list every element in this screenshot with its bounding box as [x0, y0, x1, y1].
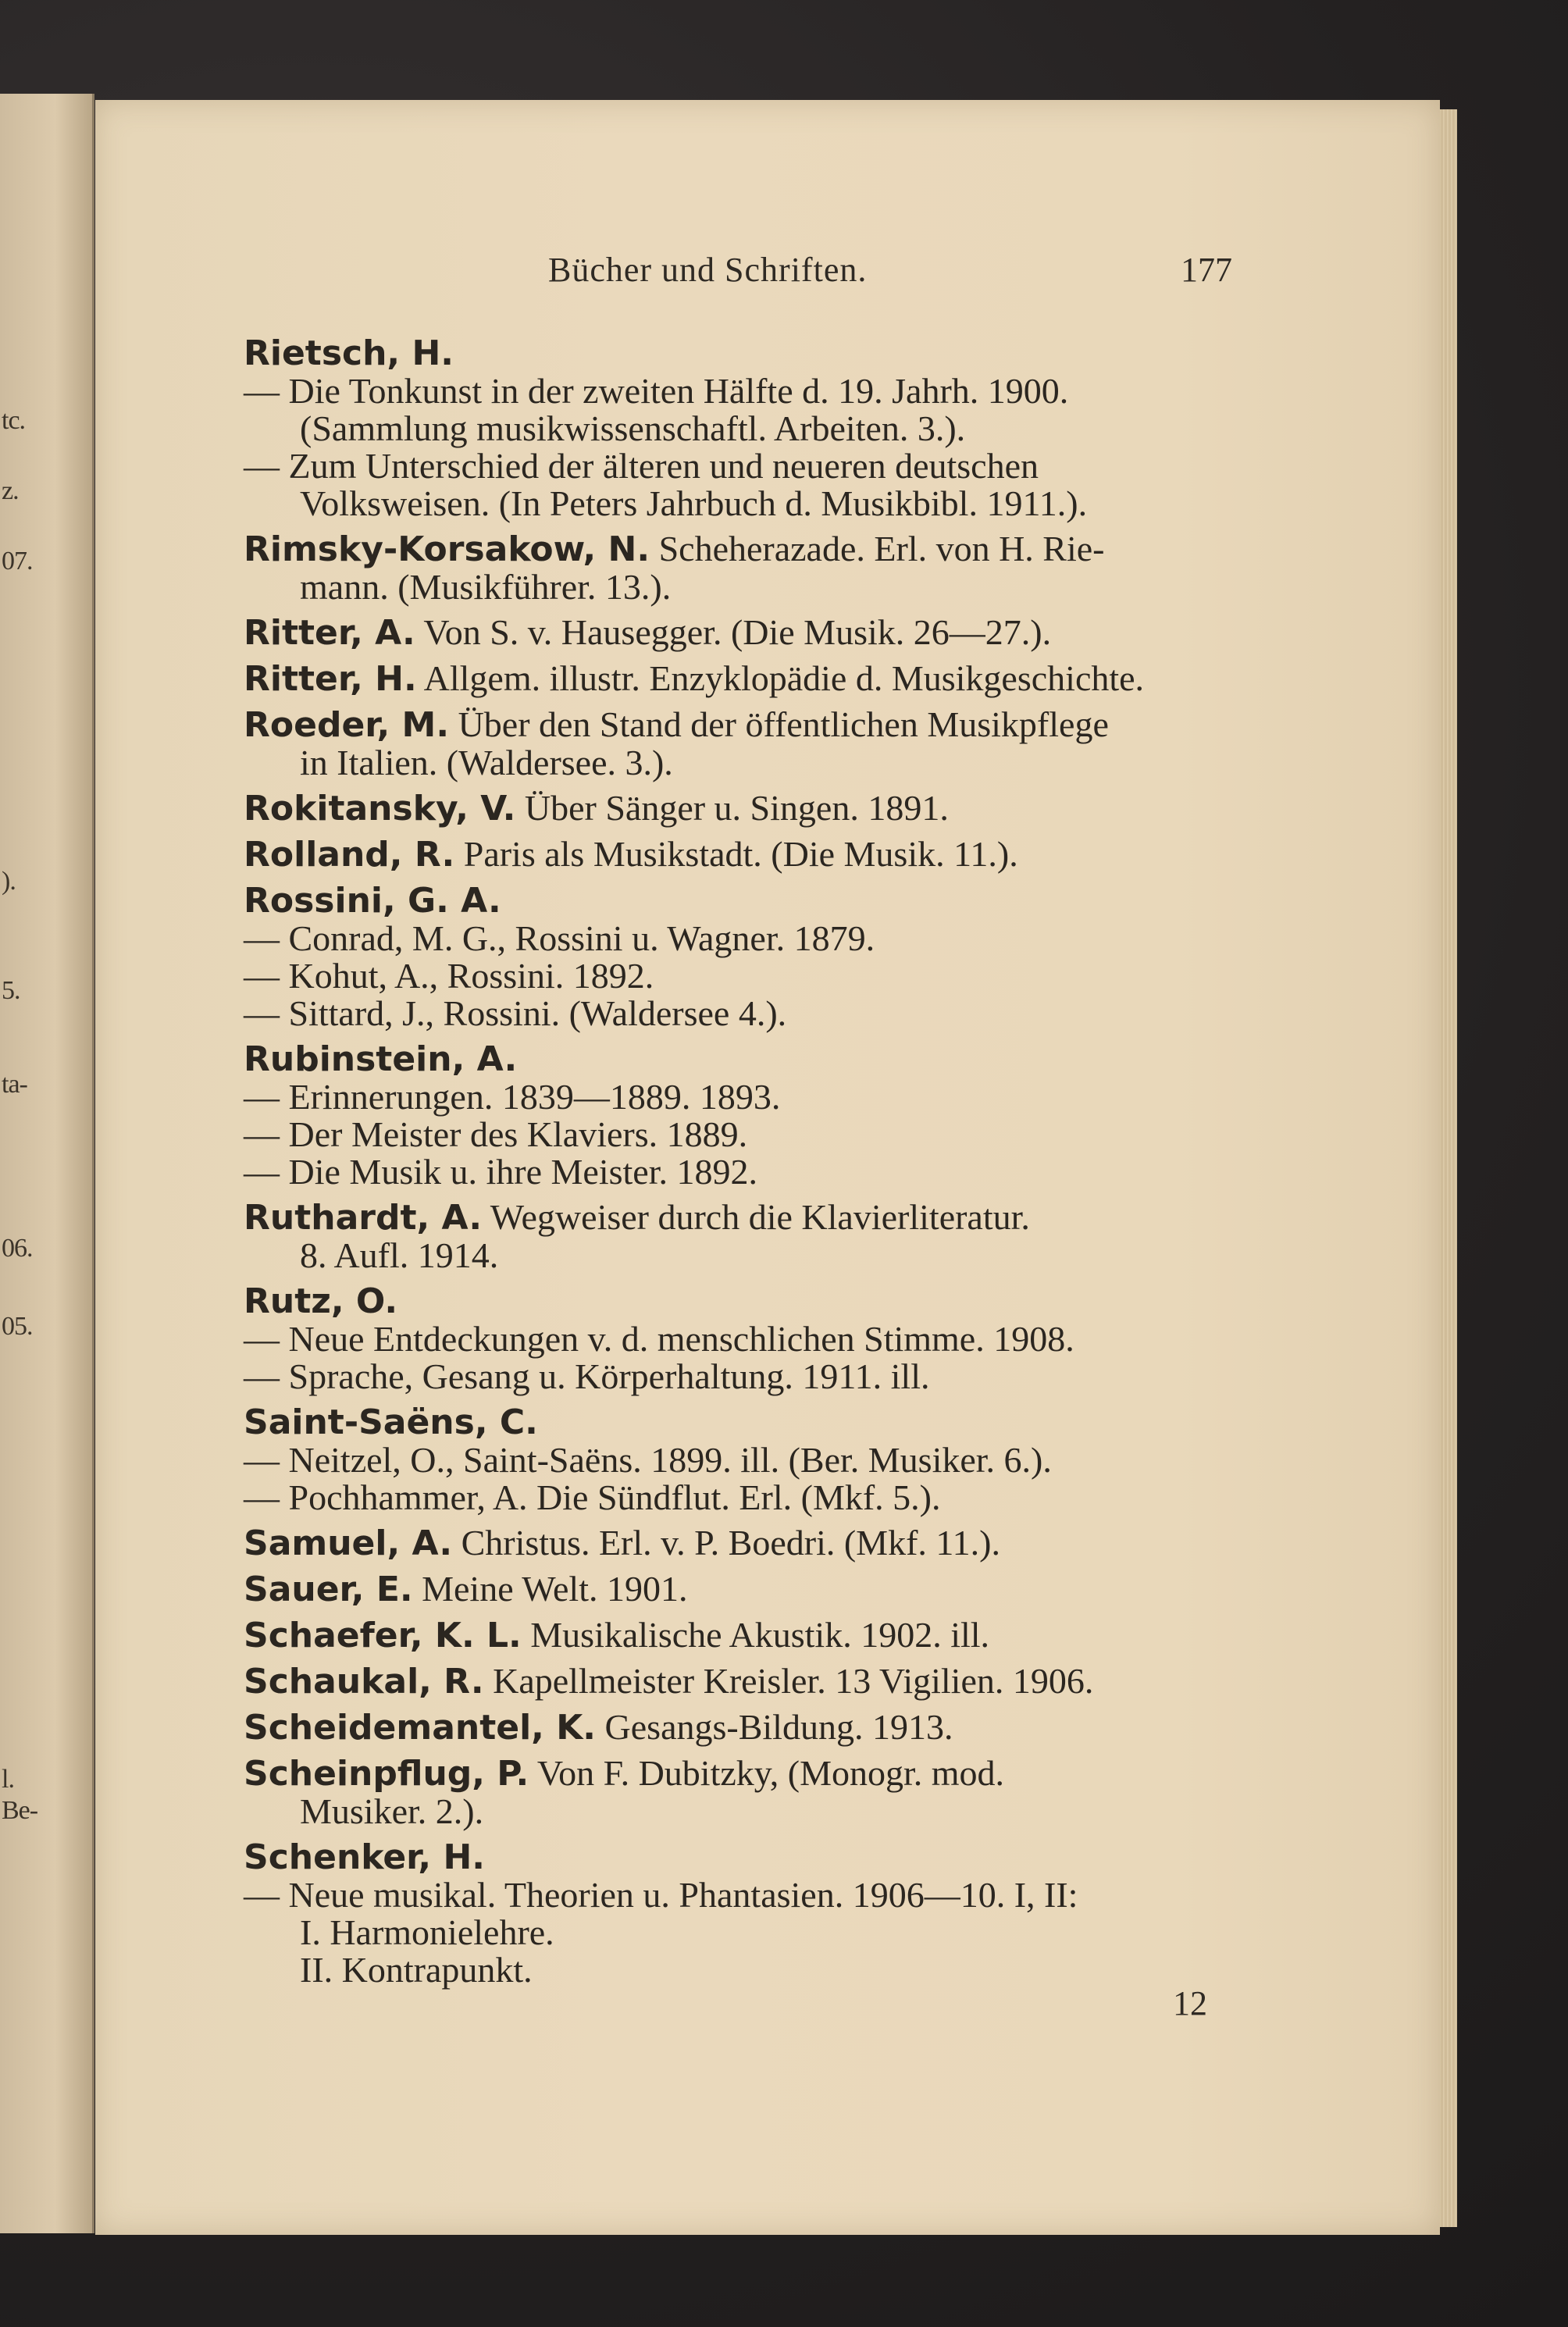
- entry-line: Musiker. 2.).: [300, 1791, 484, 1831]
- bibliography-entry: [244, 706, 1251, 782]
- bibliography-entry: [244, 1570, 1251, 1609]
- entry-text: Von F. Dubitzky, (Monogr. mod.: [536, 1753, 1005, 1793]
- bibliography-list: [244, 334, 1251, 1997]
- entry-line: mann. (Musikführer. 13.).: [300, 567, 672, 607]
- bibliography-entry: [244, 1199, 1251, 1274]
- page-number: 177: [1181, 251, 1232, 289]
- entry-author: Roeder, M.: [244, 705, 450, 745]
- bibliography-entry: [244, 1524, 1251, 1563]
- bibliography-entry: [244, 789, 1251, 828]
- bibliography-entry: [244, 334, 1251, 522]
- left-page-fragment: ta-: [2, 1070, 27, 1099]
- entry-author: Schaukal, R.: [244, 1662, 484, 1702]
- entry-line: — Der Meister des Klaviers. 1889.: [244, 1114, 748, 1154]
- entry-author: Schaefer, K. L.: [244, 1616, 522, 1655]
- entry-author: Ruthardt, A.: [244, 1198, 483, 1238]
- entry-line: — Kohut, A., Rossini. 1892.: [244, 956, 654, 996]
- bibliography-entry: [244, 1403, 1251, 1516]
- entry-author: Saint-Saëns, C.: [244, 1402, 538, 1442]
- entry-line: — Die Tonkunst in der zweiten Hälfte d. 19. Jahrh. 1900.: [244, 371, 1069, 411]
- entry-line: — Die Musik u. ihre Meister. 1892.: [244, 1152, 757, 1192]
- signature-mark: 12: [1173, 1984, 1207, 2022]
- entry-author: Rokitansky, V.: [244, 789, 516, 829]
- entry-author: Scheinpflug, P.: [244, 1754, 529, 1794]
- left-page-fragment: Be-: [2, 1796, 38, 1825]
- entry-author: Rietsch, H.: [244, 333, 454, 373]
- entry-author: Rimsky-Korsakow, N.: [244, 529, 650, 569]
- bibliography-entry: [244, 1282, 1251, 1395]
- left-page-fragment: z.: [2, 476, 19, 505]
- entry-line: II. Kontrapunkt.: [300, 1950, 533, 1990]
- entry-text: Paris als Musikstadt. (Die Musik. 11.).: [463, 834, 1018, 874]
- bibliography-entry: [244, 836, 1251, 874]
- entry-line: in Italien. (Waldersee. 3.).: [300, 743, 673, 782]
- left-page-fragment: 07.: [2, 547, 33, 576]
- entry-author: Samuel, A.: [244, 1523, 453, 1563]
- entry-text: Christus. Erl. v. P. Boedri. (Mkf. 11.).: [461, 1523, 1000, 1563]
- entry-text: Wegweiser durch die Klavierliteratur.: [490, 1197, 1030, 1237]
- entry-author: Rutz, O.: [244, 1281, 398, 1321]
- entry-author: Ritter, A.: [244, 613, 415, 653]
- entry-author: Scheidemantel, K.: [244, 1708, 597, 1748]
- entry-line: — Conrad, M. G., Rossini u. Wagner. 1879.: [244, 918, 875, 958]
- left-page-fragment: l.: [2, 1765, 14, 1794]
- bibliography-entry: [244, 1662, 1251, 1701]
- bibliography-entry: [244, 660, 1251, 698]
- left-page-fragment: tc.: [2, 406, 26, 435]
- page-edge: [1440, 109, 1457, 2227]
- running-head-title: Bücher und Schriften.: [548, 251, 868, 289]
- entry-line: (Sammlung musikwissenschaftl. Arbeiten. 3.).: [300, 408, 966, 448]
- bibliography-entry: [244, 1709, 1251, 1747]
- entry-text: Scheherazade. Erl. von H. Rie-: [658, 529, 1105, 568]
- entry-text: Allgem. illustr. Enzyklopädie d. Musikgeschichte.: [423, 658, 1145, 698]
- entry-line: Volksweisen. (In Peters Jahrbuch d. Musikbibl. 1911.).: [300, 483, 1088, 523]
- left-page-fragment: 05.: [2, 1312, 33, 1341]
- bibliography-entry: [244, 1616, 1251, 1655]
- entry-text: Gesangs-Bildung. 1913.: [604, 1707, 953, 1747]
- bibliography-entry: [244, 882, 1251, 1032]
- entry-author: Rossini, G. A.: [244, 881, 501, 921]
- left-page-fragment: ).: [2, 867, 16, 896]
- entry-author: Rolland, R.: [244, 835, 455, 875]
- bibliography-entry: [244, 614, 1251, 652]
- bibliography-entry: [244, 1040, 1251, 1191]
- entry-line: — Pochhammer, A. Die Sündflut. Erl. (Mkf. 5.).: [244, 1477, 941, 1517]
- entry-text: Kapellmeister Kreisler. 13 Vigilien. 1906.: [493, 1661, 1094, 1701]
- entry-line: I. Harmonielehre.: [300, 1912, 554, 1952]
- entry-line: — Sittard, J., Rossini. (Waldersee 4.).: [244, 993, 787, 1033]
- entry-line: — Erinnerungen. 1839—1889. 1893.: [244, 1077, 781, 1117]
- entry-line: — Neue Entdeckungen v. d. menschlichen Stimme. 1908.: [244, 1319, 1074, 1359]
- entry-author: Schenker, H.: [244, 1837, 485, 1877]
- bibliography-entry: [244, 1838, 1251, 1989]
- entry-text: Meine Welt. 1901.: [422, 1569, 688, 1609]
- entry-line: 8. Aufl. 1914.: [300, 1235, 499, 1275]
- left-page-edge: [0, 94, 94, 2233]
- entry-author: Ritter, H.: [244, 659, 417, 699]
- left-page-fragment: 5.: [2, 976, 20, 1005]
- entry-text: Über den Stand der öffentlichen Musikpflege: [458, 704, 1109, 744]
- bibliography-entry: [244, 530, 1251, 606]
- entry-line: — Neue musikal. Theorien u. Phantasien. 1906—10. I, II:: [244, 1875, 1078, 1915]
- entry-text: Von S. v. Hausegger. (Die Musik. 26—27.).: [423, 612, 1052, 652]
- entry-line: — Neitzel, O., Saint-Saëns. 1899. ill. (Ber. Musiker. 6.).: [244, 1440, 1052, 1480]
- entry-author: Sauer, E.: [244, 1570, 413, 1609]
- entry-line: — Sprache, Gesang u. Körperhaltung. 1911. ill.: [244, 1356, 930, 1396]
- entry-text: Über Sänger u. Singen. 1891.: [524, 788, 949, 828]
- entry-author: Rubinstein, A.: [244, 1039, 518, 1079]
- bibliography-entry: [244, 1755, 1251, 1830]
- entry-line: — Zum Unterschied der älteren und neueren deutschen: [244, 446, 1039, 486]
- left-page-fragment: 06.: [2, 1234, 33, 1263]
- entry-text: Musikalische Akustik. 1902. ill.: [530, 1615, 990, 1655]
